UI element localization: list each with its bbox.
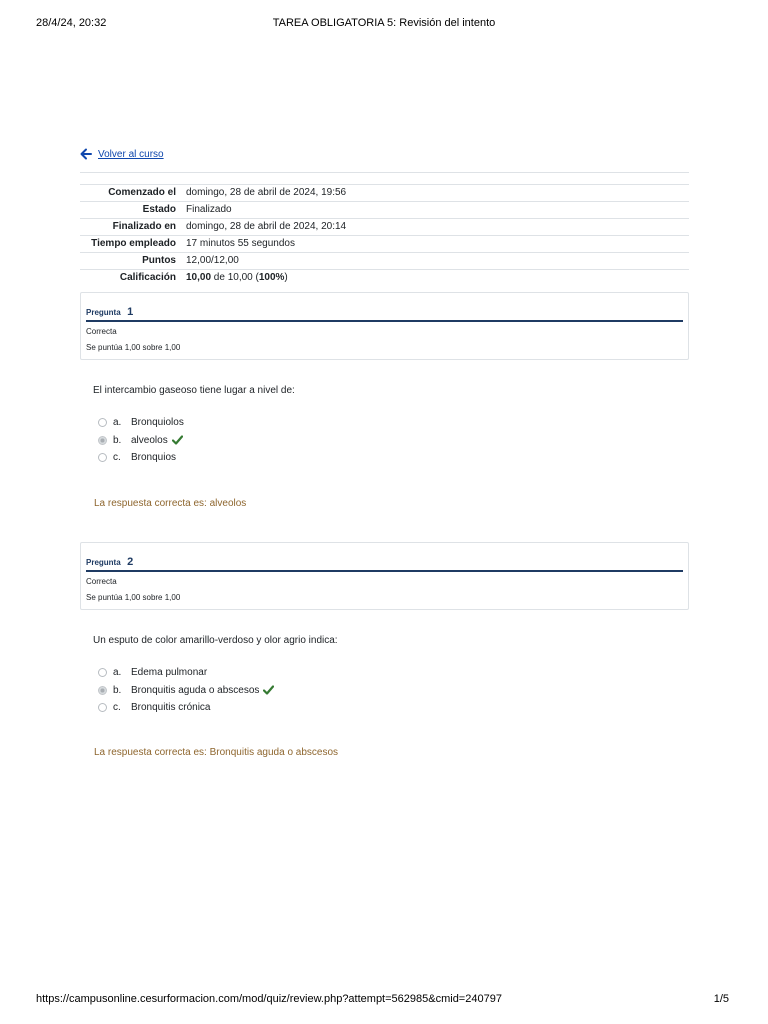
summary-value: Finalizado — [186, 204, 232, 215]
summary-value: domingo, 28 de abril de 2024, 20:14 — [186, 221, 347, 232]
summary-row-started — [80, 185, 689, 202]
question-info-1 — [80, 292, 689, 360]
summary-label: Calificación — [119, 272, 176, 283]
summary-label: Finalizado en — [112, 221, 176, 232]
question-state: Correcta — [86, 577, 117, 586]
answer-option[interactable]: a. Edema pulmonar — [98, 664, 274, 682]
summary-label: Puntos — [142, 255, 176, 266]
print-date: 28/4/24, 20:32 — [36, 17, 107, 29]
radio-button-icon[interactable] — [98, 436, 107, 445]
summary-row-points — [80, 253, 689, 270]
summary-value: 17 minutos 55 segundos — [186, 238, 295, 249]
print-footer — [36, 993, 732, 1007]
summary-row-finished — [80, 219, 689, 236]
question-title: $_{Pregunta}$ $_1$ — [86, 296, 683, 322]
answer-option[interactable]: c. Bronquitis crónica — [98, 699, 274, 717]
check-icon — [263, 685, 274, 695]
question-grade: Se puntúa 1,00 sobre 1,00 — [86, 593, 181, 602]
attempt-summary-table — [80, 172, 689, 286]
summary-row-time — [80, 236, 689, 253]
question-state: Correcta — [86, 327, 117, 336]
radio-button-icon[interactable] — [98, 453, 107, 462]
correct-answer-feedback-1: La respuesta correcta es: alveolos — [94, 498, 247, 509]
print-url: https://campusonline.cesurformacion.com/mod/quiz/review.php?attempt=562985&cmid=240797 — [36, 993, 502, 1005]
check-icon — [172, 435, 183, 445]
answer-option-selected[interactable]: b. Bronquitis aguda o abscesos — [98, 682, 274, 700]
print-header — [36, 17, 732, 31]
radio-button-icon[interactable] — [98, 686, 107, 695]
radio-button-icon[interactable] — [98, 418, 107, 427]
summary-label: Comenzado el — [108, 187, 176, 198]
answer-option[interactable]: a. Bronquiolos — [98, 414, 184, 432]
answer-list-1 — [98, 414, 184, 467]
summary-label: Estado — [142, 204, 176, 215]
question-info-2 — [80, 542, 689, 610]
summary-value: domingo, 28 de abril de 2024, 19:56 — [186, 187, 347, 198]
radio-button-icon[interactable] — [98, 668, 107, 677]
answer-option-selected[interactable]: b. alveolos — [98, 432, 184, 450]
answer-list-2 — [98, 664, 274, 717]
question-text-2: Un esputo de color amarillo-verdoso y olor agrio indica: — [93, 635, 338, 646]
summary-label: Tiempo empleado — [91, 238, 176, 249]
summary-row-grade — [80, 270, 689, 286]
summary-value: 10,00 de 10,00 (100%) — [186, 272, 288, 283]
arrow-left-icon — [80, 148, 92, 160]
back-to-course-label[interactable]: Volver al curso — [98, 148, 164, 160]
radio-button-icon[interactable] — [98, 703, 107, 712]
summary-value: 12,00/12,00 — [186, 255, 239, 266]
back-to-course-link[interactable] — [80, 147, 164, 161]
correct-answer-feedback-2: La respuesta correcta es: Bronquitis aguda o abscesos — [94, 747, 339, 758]
print-title: TAREA OBLIGATORIA 5: Revisión del intento — [272, 17, 496, 29]
question-title: $_{Pregunta}$ $_2$ — [86, 546, 683, 572]
page-number: 1/5 — [713, 993, 729, 1005]
answer-option[interactable]: c. Bronquios — [98, 449, 184, 467]
question-grade: Se puntúa 1,00 sobre 1,00 — [86, 343, 181, 352]
question-text-1: El intercambio gaseoso tiene lugar a nivel de: — [93, 385, 295, 396]
summary-row-state — [80, 202, 689, 219]
